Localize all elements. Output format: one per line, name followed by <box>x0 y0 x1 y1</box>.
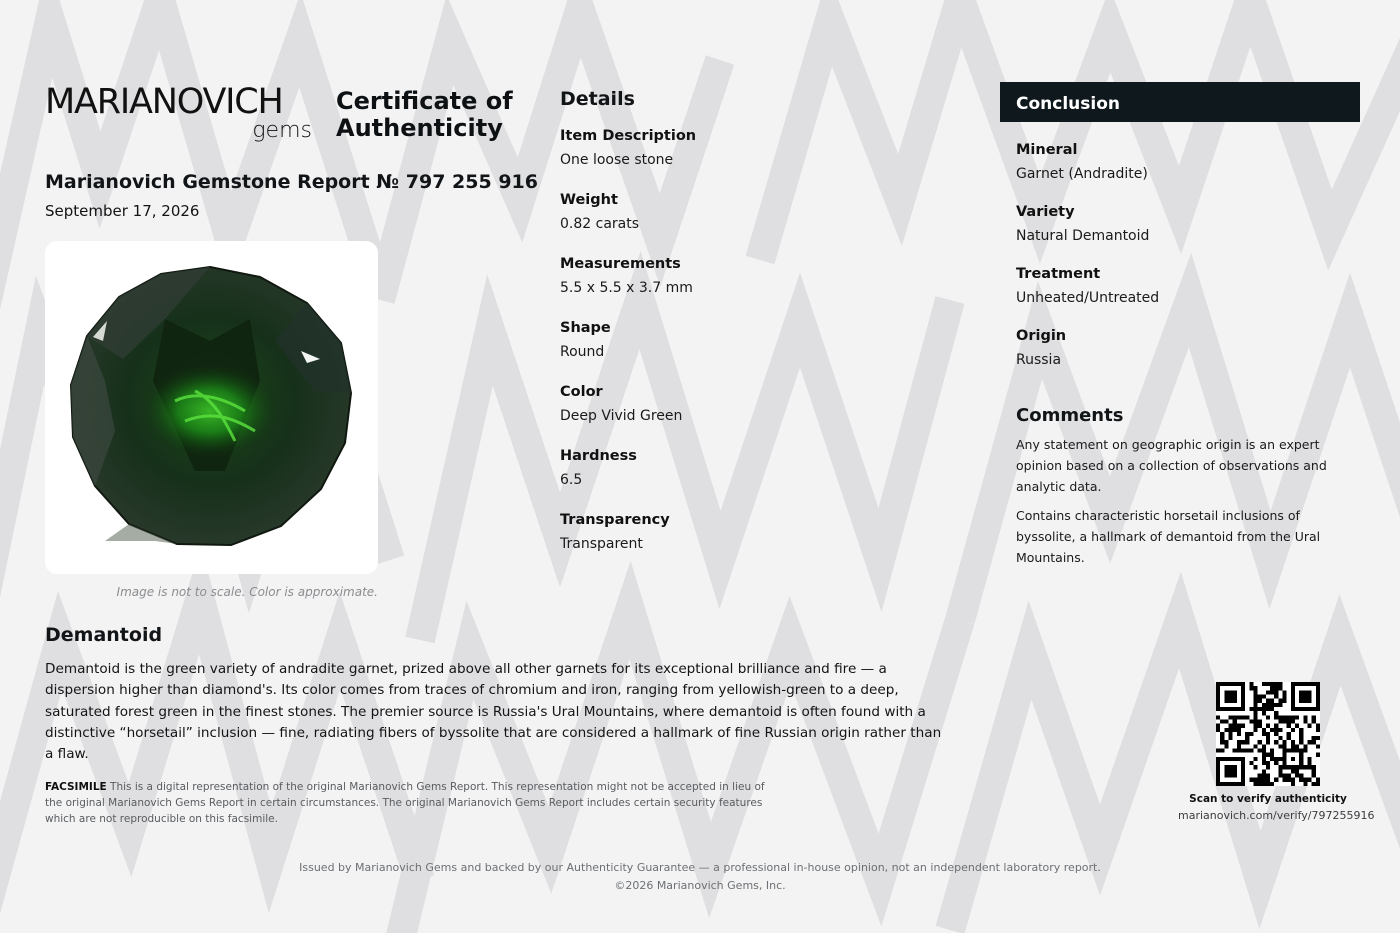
facsimile-label: FACSIMILE <box>45 781 107 793</box>
comment-paragraph: Contains characteristic horsetail inclusions of byssolite, a hallmark of demantoid from the Ural Mountains. <box>1016 508 1321 565</box>
conclusion-section <box>1000 82 1360 576</box>
image-disclaimer: Image is not to scale. Color is approximate. <box>116 585 378 599</box>
gemstone-image <box>45 241 378 574</box>
detail-label: Shape <box>560 320 611 336</box>
detail-value: 6.5 <box>560 472 583 488</box>
conclusion-label: Origin <box>1016 328 1067 344</box>
facsimile-text: This is a digital representation of the original Marianovich Gems Report. This representation might not be accepted in lieu of the original Marianovich Gems Report in certain circumstances. The original Marianovich Gems Report includes certain security features which are not reproducible on this facsimile. <box>45 781 765 825</box>
detail-item-description <box>560 126 940 171</box>
logo-subtitle: gems <box>252 118 312 143</box>
detail-weight <box>560 190 940 235</box>
detail-shape <box>560 318 940 363</box>
conclusion-heading: Conclusion <box>1000 82 1360 122</box>
detail-value: 0.82 carats <box>560 216 640 232</box>
brand-logo <box>45 82 315 152</box>
detail-measurements <box>560 254 940 299</box>
details-heading: Details <box>560 88 635 110</box>
detail-label: Weight <box>560 192 618 208</box>
conclusion-body <box>1000 122 1360 568</box>
description-text: Demantoid is the green variety of andradite garnet, prized above all other garnets for its exceptional brilliance and fire — a dispersion higher than diamond's. Its color comes from traces of chromium and iron, ranging from yellowish-green to a deep, saturated forest green in the finest stones. The premier source is Russia's Ural Mountains, where demantoid is often found with a distinctive “horsetail” inclusion — fine, radiating fibers of byssolite that are considered a hallmark of fine Russian origin rather than a flaw. <box>45 661 942 763</box>
qr-code-icon[interactable] <box>1216 682 1320 786</box>
detail-transparency <box>560 510 940 555</box>
certificate-title-line-1: Certificate of <box>336 87 513 115</box>
conclusion-label: Treatment <box>1016 266 1101 282</box>
detail-hardness <box>560 446 940 491</box>
detail-color <box>560 382 940 427</box>
certificate-title-line-2: Authenticity <box>336 114 503 142</box>
detail-value: 5.5 x 5.5 x 3.7 mm <box>560 280 693 296</box>
report-title: Marianovich Gemstone Report № 797 255 916 <box>45 171 538 193</box>
facsimile-notice <box>45 779 785 827</box>
detail-label: Measurements <box>560 256 681 272</box>
detail-label: Item Description <box>560 128 697 144</box>
demantoid-stone-icon <box>45 241 378 574</box>
comment-paragraph: Any statement on geographic origin is an expert opinion based on a collection of observations and analytic data. <box>1016 437 1327 494</box>
report-date: September 17, 2026 <box>45 202 200 220</box>
detail-value: Deep Vivid Green <box>560 408 683 424</box>
comments-heading: Comments <box>1016 405 1124 426</box>
detail-value: Round <box>560 344 605 360</box>
conclusion-value: Garnet (Andradite) <box>1016 166 1148 182</box>
footer <box>0 859 1400 895</box>
verification-qr[interactable] <box>1178 682 1375 822</box>
conclusion-treatment <box>1016 264 1360 309</box>
detail-label: Transparency <box>560 512 670 528</box>
qr-caption: Scan to verify authenticity <box>1189 793 1347 805</box>
detail-value: Transparent <box>560 536 643 552</box>
detail-value: One loose stone <box>560 152 674 168</box>
footer-guarantee: Issued by Marianovich Gems and backed by our Authenticity Guarantee — a professional in-house opinion, not an independent laboratory report. <box>299 861 1101 874</box>
conclusion-value: Natural Demantoid <box>1016 228 1150 244</box>
detail-label: Color <box>560 384 603 400</box>
logo-wordmark: MARIANOVICH <box>45 82 283 122</box>
conclusion-value: Unheated/Untreated <box>1016 290 1160 306</box>
conclusion-origin <box>1016 326 1360 371</box>
detail-label: Hardness <box>560 448 637 464</box>
footer-copyright: ©2026 Marianovich Gems, Inc. <box>614 879 786 892</box>
conclusion-label: Mineral <box>1016 142 1078 158</box>
details-section <box>560 88 940 574</box>
conclusion-variety <box>1016 202 1360 247</box>
conclusion-value: Russia <box>1016 352 1062 368</box>
conclusion-label: Variety <box>1016 204 1075 220</box>
conclusion-mineral <box>1016 140 1360 185</box>
verify-link[interactable]: marianovich.com/verify/797255916 <box>1178 809 1375 822</box>
certificate-title <box>336 88 513 142</box>
description-heading: Demantoid <box>45 624 163 646</box>
